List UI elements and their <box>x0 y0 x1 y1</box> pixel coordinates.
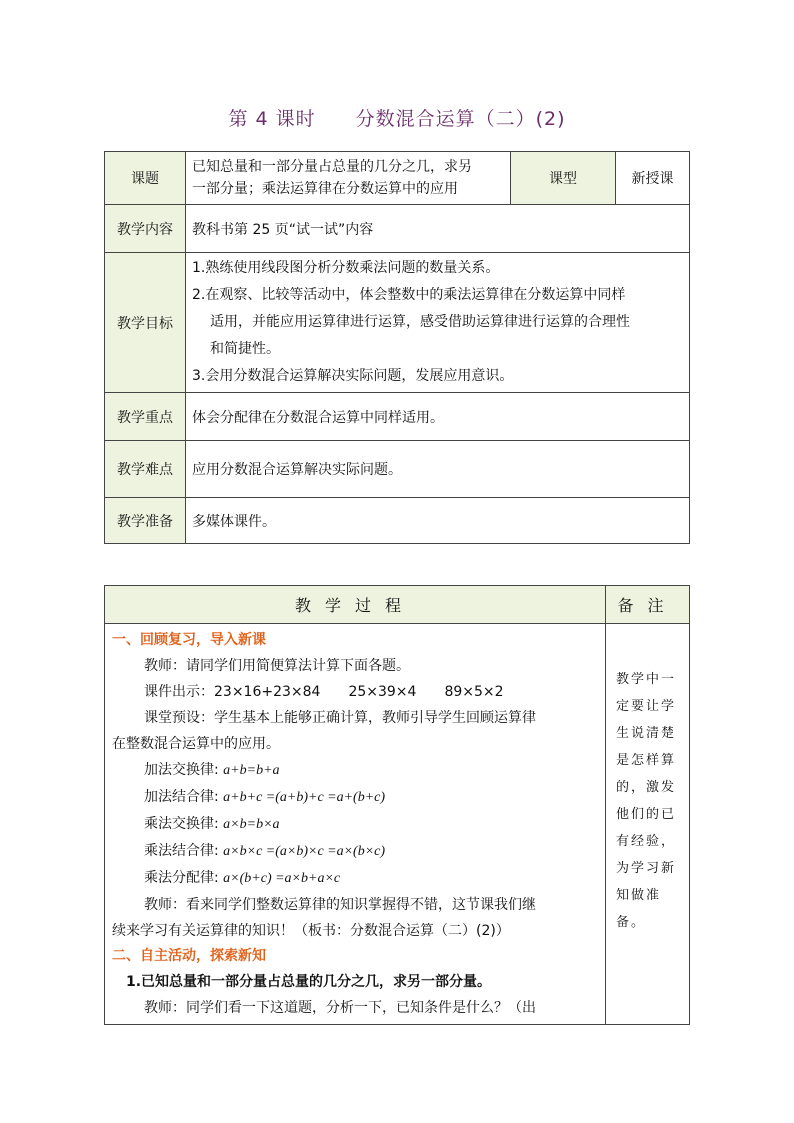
goal-label: 教学目标 <box>105 253 186 393</box>
paragraph-5: 教师：同学们看一下这道题，分析一下，已知条件是什么？（出 <box>144 1000 536 1016</box>
subsection-1: 1.已知总量和一部分量占总量的几分之几，求另一部分量。 <box>126 974 492 990</box>
difficulty-row <box>105 441 690 498</box>
page-title <box>0 104 794 131</box>
difficulty-label: 教学难点 <box>105 441 186 498</box>
paragraph-3b: 在整数混合运算中的应用。 <box>112 736 280 752</box>
goal-row <box>105 253 690 393</box>
paragraph-3a: 课堂预设：学生基本上能够正确计算，教师引导学生回顾运算律 <box>144 710 536 726</box>
goal-2c: 和简捷性。 <box>210 341 280 357</box>
prep-label: 教学准备 <box>105 498 186 544</box>
type-label: 课型 <box>511 152 616 205</box>
type-value: 新授课 <box>616 152 690 205</box>
law-distributive <box>112 865 599 892</box>
key-row <box>105 393 690 441</box>
law-3-formula: a×b=b×a <box>223 817 280 832</box>
content-value: 教科书第 25 页“试一试”内容 <box>186 205 690 253</box>
topic-value <box>186 152 511 205</box>
topic-line-1: 已知总量和一部分量占总量的几分之几，求另 <box>192 159 472 175</box>
lesson-number: 第 4 课时 <box>228 108 316 130</box>
law-multiplication-associative <box>112 838 599 865</box>
law-5-formula: a×(b+c) =a×b+a×c <box>223 871 341 886</box>
process-heading: 教学过程 <box>105 586 606 624</box>
law-4-formula: a×b×c =(a×b)×c =a×(b×c) <box>223 844 386 859</box>
goal-1: 1.熟练使用线段图分析分数乘法问题的数量关系。 <box>192 260 500 276</box>
goal-2b: 适用，并能应用运算律进行运算，感受借助运算律进行运算的合理性 <box>210 314 630 330</box>
paragraph-4b: 续来学习有关运算律的知识！（板书：分数混合运算（二）(2)） <box>112 923 510 939</box>
paragraph-1: 教师：请同学们用简便算法计算下面各题。 <box>144 658 410 674</box>
content-label: 教学内容 <box>105 205 186 253</box>
section-1-heading: 一、回顾复习，导入新课 <box>112 632 266 648</box>
goal-2a: 2.在观察、比较等活动中，体会整数中的乘法运算律在分数运算中同样 <box>192 287 626 303</box>
topic-label: 课题 <box>105 152 186 205</box>
lesson-info-table <box>104 151 690 544</box>
content-row <box>105 205 690 253</box>
goal-value <box>186 253 690 393</box>
section-2-heading: 二、自主活动，探索新知 <box>112 948 266 964</box>
law-4-label: 乘法结合律: <box>144 843 219 859</box>
law-2-formula: a+b+c =(a+b)+c =a+(b+c) <box>223 790 386 805</box>
law-5-label: 乘法分配律: <box>144 870 219 886</box>
note-cell <box>606 624 690 1025</box>
law-addition-commutative <box>112 757 599 784</box>
topic-row <box>105 152 690 205</box>
note-heading: 备注 <box>606 586 690 624</box>
difficulty-value: 应用分数混合运算解决实际问题。 <box>186 441 690 498</box>
law-multiplication-commutative <box>112 811 599 838</box>
note-text: 教学中一定要让学生说清楚是怎样算的，激发他们的已有经验，为学习新知做准备。 <box>616 672 677 930</box>
goal-3: 3.会用分数混合运算解决实际问题，发展应用意识。 <box>192 368 514 384</box>
paragraph-4a: 教师：看来同学们整数运算律的知识掌握得不错，这节课我们继 <box>144 897 536 913</box>
law-2-label: 加法结合律: <box>144 789 219 805</box>
paragraph-2: 课件出示：23×16+23×84 25×39×4 89×5×2 <box>144 684 504 700</box>
lesson-title: 分数混合运算（二）(2) <box>355 108 566 130</box>
key-value: 体会分配律在分数混合运算中同样适用。 <box>186 393 690 441</box>
prep-row <box>105 498 690 544</box>
key-label: 教学重点 <box>105 393 186 441</box>
law-addition-associative <box>112 784 599 811</box>
teaching-process-table <box>104 585 690 1025</box>
law-1-formula: a+b=b+a <box>223 763 280 778</box>
prep-value: 多媒体课件。 <box>186 498 690 544</box>
law-1-label: 加法交换律: <box>144 762 219 778</box>
topic-line-2: 一部分量；乘法运算律在分数运算中的应用 <box>192 181 458 197</box>
process-header-row <box>105 586 690 624</box>
law-3-label: 乘法交换律: <box>144 816 219 832</box>
process-body-row <box>105 624 690 1025</box>
process-content <box>105 624 606 1025</box>
